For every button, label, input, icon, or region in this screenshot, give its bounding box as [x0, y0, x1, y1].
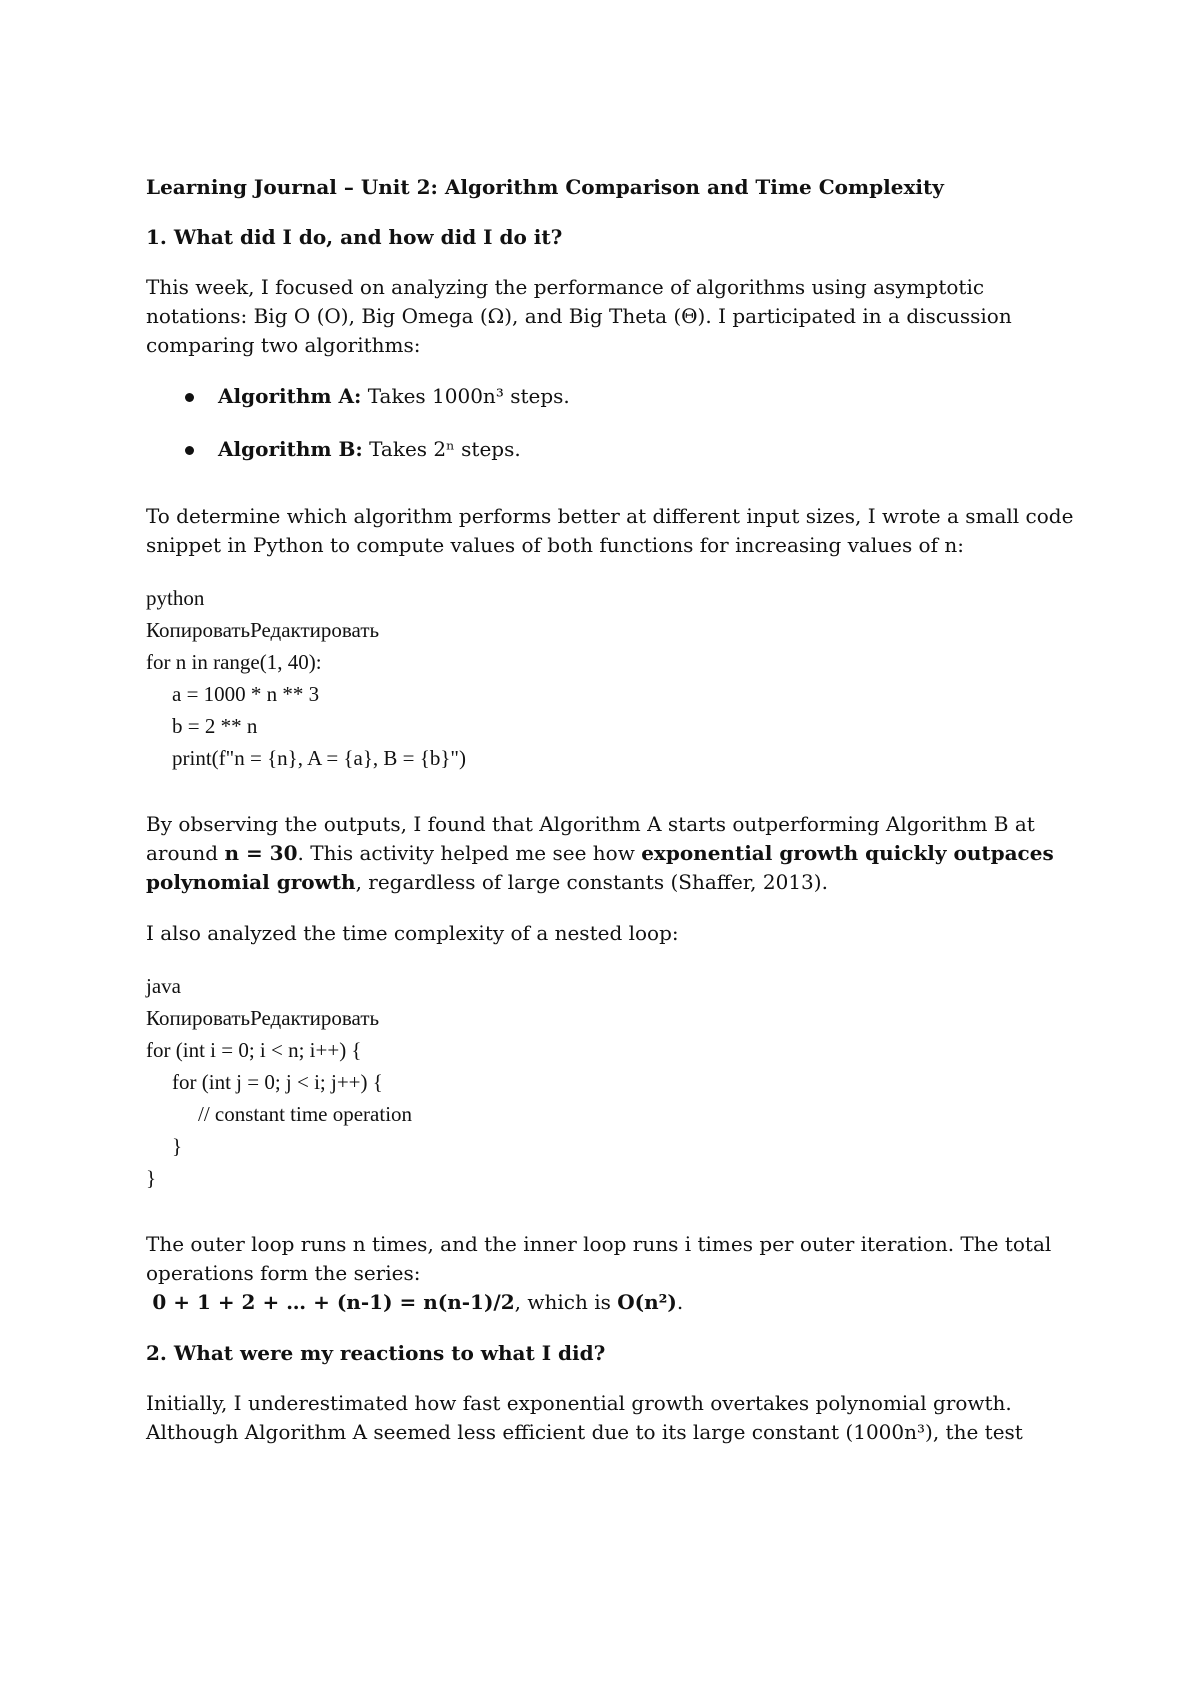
bullet-icon [185, 393, 194, 402]
section1-intro: This week, I focused on analyzing the performance of algorithms using asymptotic notations: Big O (O), Big Omega (Ω), and Big Theta (Θ). I participated in a discussion comparing two algorithms: [146, 275, 1012, 357]
paragraph-code-intro: To determine which algorithm performs better at different input sizes, I wrote a small code snippet in Python to compute values of both functions for increasing values of n: [146, 504, 1074, 557]
text-run: . This activity helped me see how [297, 841, 642, 865]
text-run: By observing the outputs, I found that Algorithm A starts outperforming Algorithm B at around [146, 812, 1035, 865]
bold-text-run: O(n²) [617, 1290, 677, 1314]
code-language-label: python [146, 586, 205, 610]
section2-paragraph: Initially, I underestimated how fast exponential growth overtakes polynomial growth. Although Algorithm A seemed less efficient due to its large constant (1000n³), the test [146, 1391, 1023, 1444]
code-line: a = 1000 * n ** 3 [172, 682, 320, 706]
code-language-label: java [146, 974, 181, 998]
list-item [146, 382, 1076, 411]
text-run: . [676, 1290, 684, 1314]
copy-edit-toolbar[interactable]: КопироватьРедактировать [146, 1006, 380, 1030]
section2-heading: 2. What were my reactions to what I did? [146, 1341, 606, 1365]
code-line: for n in range(1, 40): [146, 650, 322, 674]
document-body [146, 173, 1076, 1469]
list-item [146, 435, 1076, 464]
list-item-label: Algorithm A: [218, 384, 362, 408]
python-code-block [146, 582, 1076, 774]
text-run: , which is [514, 1290, 618, 1314]
code-line: for (int j = 0; j < i; j++) { [172, 1070, 383, 1094]
document-title: Learning Journal – Unit 2: Algorithm Comparison and Time Complexity [146, 175, 944, 199]
code-line: print(f"n = {n}, A = {a}, B = {b}") [172, 746, 466, 770]
code-line: } [172, 1134, 183, 1158]
algorithm-list [146, 382, 1076, 464]
series-explanation: The outer loop runs n times, and the inner loop runs i times per outer iteration. The total operations form the series: [146, 1232, 1052, 1285]
list-item-text: Takes 1000n³ steps. [361, 384, 570, 408]
paragraph-observations [146, 810, 1076, 897]
java-code-block [146, 970, 1076, 1194]
bold-text-run: exponential growth quickly outpaces polynomial growth [146, 841, 1054, 894]
bold-text-run: 0 + 1 + 2 + … + (n-1) = n(n-1)/2 [152, 1290, 515, 1314]
bullet-icon [185, 446, 194, 455]
code-line: for (int i = 0; i < n; i++) { [146, 1038, 362, 1062]
copy-edit-toolbar[interactable]: КопироватьРедактировать [146, 618, 380, 642]
code-line: } [146, 1166, 157, 1190]
paragraph-nested-loop-intro: I also analyzed the time complexity of a nested loop: [146, 921, 679, 945]
series-formula [146, 1288, 1076, 1317]
bold-text-run: n = 30 [224, 841, 298, 865]
list-item-label: Algorithm B: [218, 437, 363, 461]
code-line: // constant time operation [198, 1102, 413, 1126]
list-item-text: Takes 2ⁿ steps. [362, 437, 521, 461]
paragraph-series [146, 1230, 1076, 1317]
section1-heading: 1. What did I do, and how did I do it? [146, 225, 563, 249]
text-run: , regardless of large constants (Shaffer, 2013). [355, 870, 828, 894]
code-line: b = 2 ** n [172, 714, 258, 738]
